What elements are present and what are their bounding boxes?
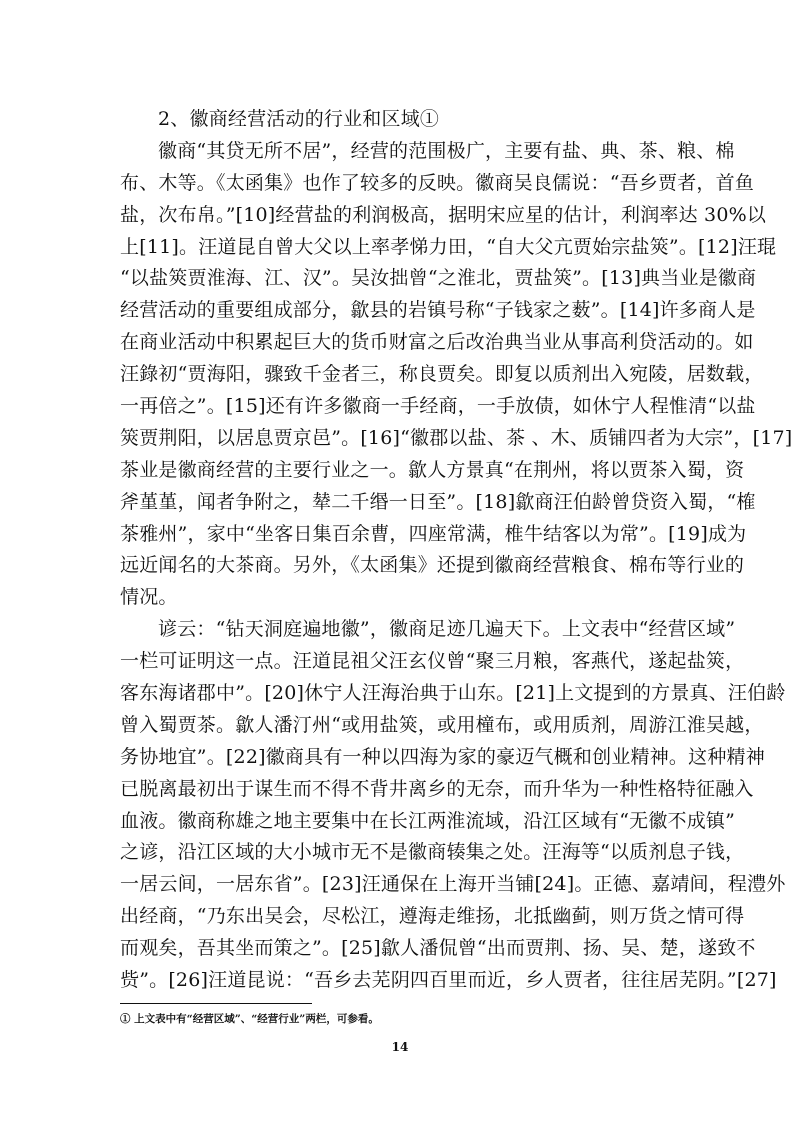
footnote-divider bbox=[120, 1003, 312, 1004]
paragraph-1-line: 经营活动的重要组成部分，歙县的岩镇号称“子钱家之薮”。[14]许多商人是 bbox=[120, 299, 756, 322]
paragraph-2-line: 一栏可证明这一点。汪道昆祖父汪玄仪曾“聚三月粮，客燕代，遂起盐筴， bbox=[120, 650, 745, 673]
paragraph-2-line: 血液。徽商称雄之地主要集中在长江两淮流域，沿江区域有“无徽不成镇” bbox=[120, 809, 736, 832]
paragraph-1-line: 斧堇堇，闻者争附之，辇二千缗一日至”。[18]歙商汪伯龄曾贷资入蜀，“榷 bbox=[120, 490, 756, 513]
paragraph-2-line: 而观矣，吾其坐而策之”。[25]歙人潘侃曾“出而贾荆、扬、吴、楚，遂致不 bbox=[120, 937, 756, 960]
paragraph-2-line: 务协地宜”。[22]徽商具有一种以四海为家的豪迈气概和创业精神。这种精神 bbox=[120, 745, 765, 768]
body-text bbox=[120, 104, 793, 997]
paragraph-2-line: 已脱离最初出于谋生而不得不背井离乡的无奈，而升华为一种性格特征融入 bbox=[120, 777, 754, 800]
paragraph-1-line: 汪錄初“贾海阳，骤致千金者三，称良贾矣。即复以质剂出入宛陵，居数载， bbox=[120, 363, 764, 386]
paragraph-2-line: 客东海诸郡中”。[20]休宁人汪海治典于山东。[21]上文提到的方景真、汪伯龄 bbox=[120, 682, 786, 705]
paragraph-1-line: 徽商“其贷无所不居”，经营的范围极广，主要有盐、典、茶、粮、棉 bbox=[158, 139, 735, 162]
page-number: 14 bbox=[391, 1040, 409, 1054]
paragraph-1-line: 远近闻名的大茶商。另外，《太函集》还提到徽商经营粮食、棉布等行业的 bbox=[120, 554, 745, 577]
paragraph-2-line: 之谚，沿江区域的大小城市无不是徽商辏集之处。汪海等“以质剂息子钱， bbox=[120, 841, 745, 864]
paragraph-2-line: 曾入蜀贾茶。歙人潘汀州“或用盐筴，或用橦布，或用质剂，周游江淮吴越， bbox=[120, 713, 764, 736]
paragraph-1-line: 上[11]。汪道昆自曾大父以上率孝悌力田，“自大父亢贾始宗盐筴”。[12]汪琨 bbox=[120, 235, 777, 258]
section-heading: 2、徽商经营活动的行业和区域① bbox=[158, 108, 440, 130]
paragraph-1-line: 茶业是徽商经营的主要行业之一。歙人方景真“在荆州，将以贾茶入蜀，资 bbox=[120, 458, 745, 481]
paragraph-1-line: 在商业活动中积累起巨大的货币财富之后改治典当业从事高利贷活动的。如 bbox=[120, 331, 754, 354]
paragraph-2-line: 一居云间，一居东省”。[23]汪通保在上海开当铺[24]。正德、嘉靖间，程澧外 bbox=[120, 873, 786, 896]
footnote: ① 上文表中有“经营区域”、“经营行业”两栏，可参看。 bbox=[120, 1013, 379, 1025]
paragraph-1-line: 布、木等。《太函集》也作了较多的反映。徽商吴良儒说：“吾乡贾者，首鱼 bbox=[120, 171, 755, 194]
paragraph-1-line: 一再倍之”。[15]还有许多徽商一手经商，一手放债，如休宁人程惟清“以盐 bbox=[120, 395, 756, 418]
paragraph-1-line: 情况。 bbox=[120, 586, 178, 609]
paragraph-1-line: 盐，次布帛。”[10]经营盐的利润极高，据明宋应星的估计，利润率达 30%以 bbox=[120, 203, 767, 226]
paragraph-2-line: 谚云：“钻天洞庭遍地徽”，徽商足迹几遍天下。上文表中“经营区域” bbox=[158, 618, 736, 641]
paragraph-2-line: 赀”。[26]汪道昆说：“吾乡去芜阴四百里而近，乡人贾者，往往居芜阴。”[27] bbox=[120, 969, 777, 992]
paragraph-2-line: 出经商，“乃东出吴会，尽松江，遵海走维扬，北抵幽蓟，则万货之情可得 bbox=[120, 905, 745, 928]
paragraph-1-line: 筴贾荆阳，以居息贾京邑”。[16]“徽郡以盐、茶 、木、质铺四者为大宗”，[17] bbox=[120, 426, 793, 449]
paragraph-1-line: “以盐筴贾淮海、江、汉”。吴汝拙曾“之淮北，贾盐筴”。[13]典当业是徽商 bbox=[120, 267, 757, 290]
paragraph-1-line: 茶雅州”，家中“坐客日集百余曹，四座常满，椎牛结客以为常”。[19]成为 bbox=[120, 522, 747, 545]
